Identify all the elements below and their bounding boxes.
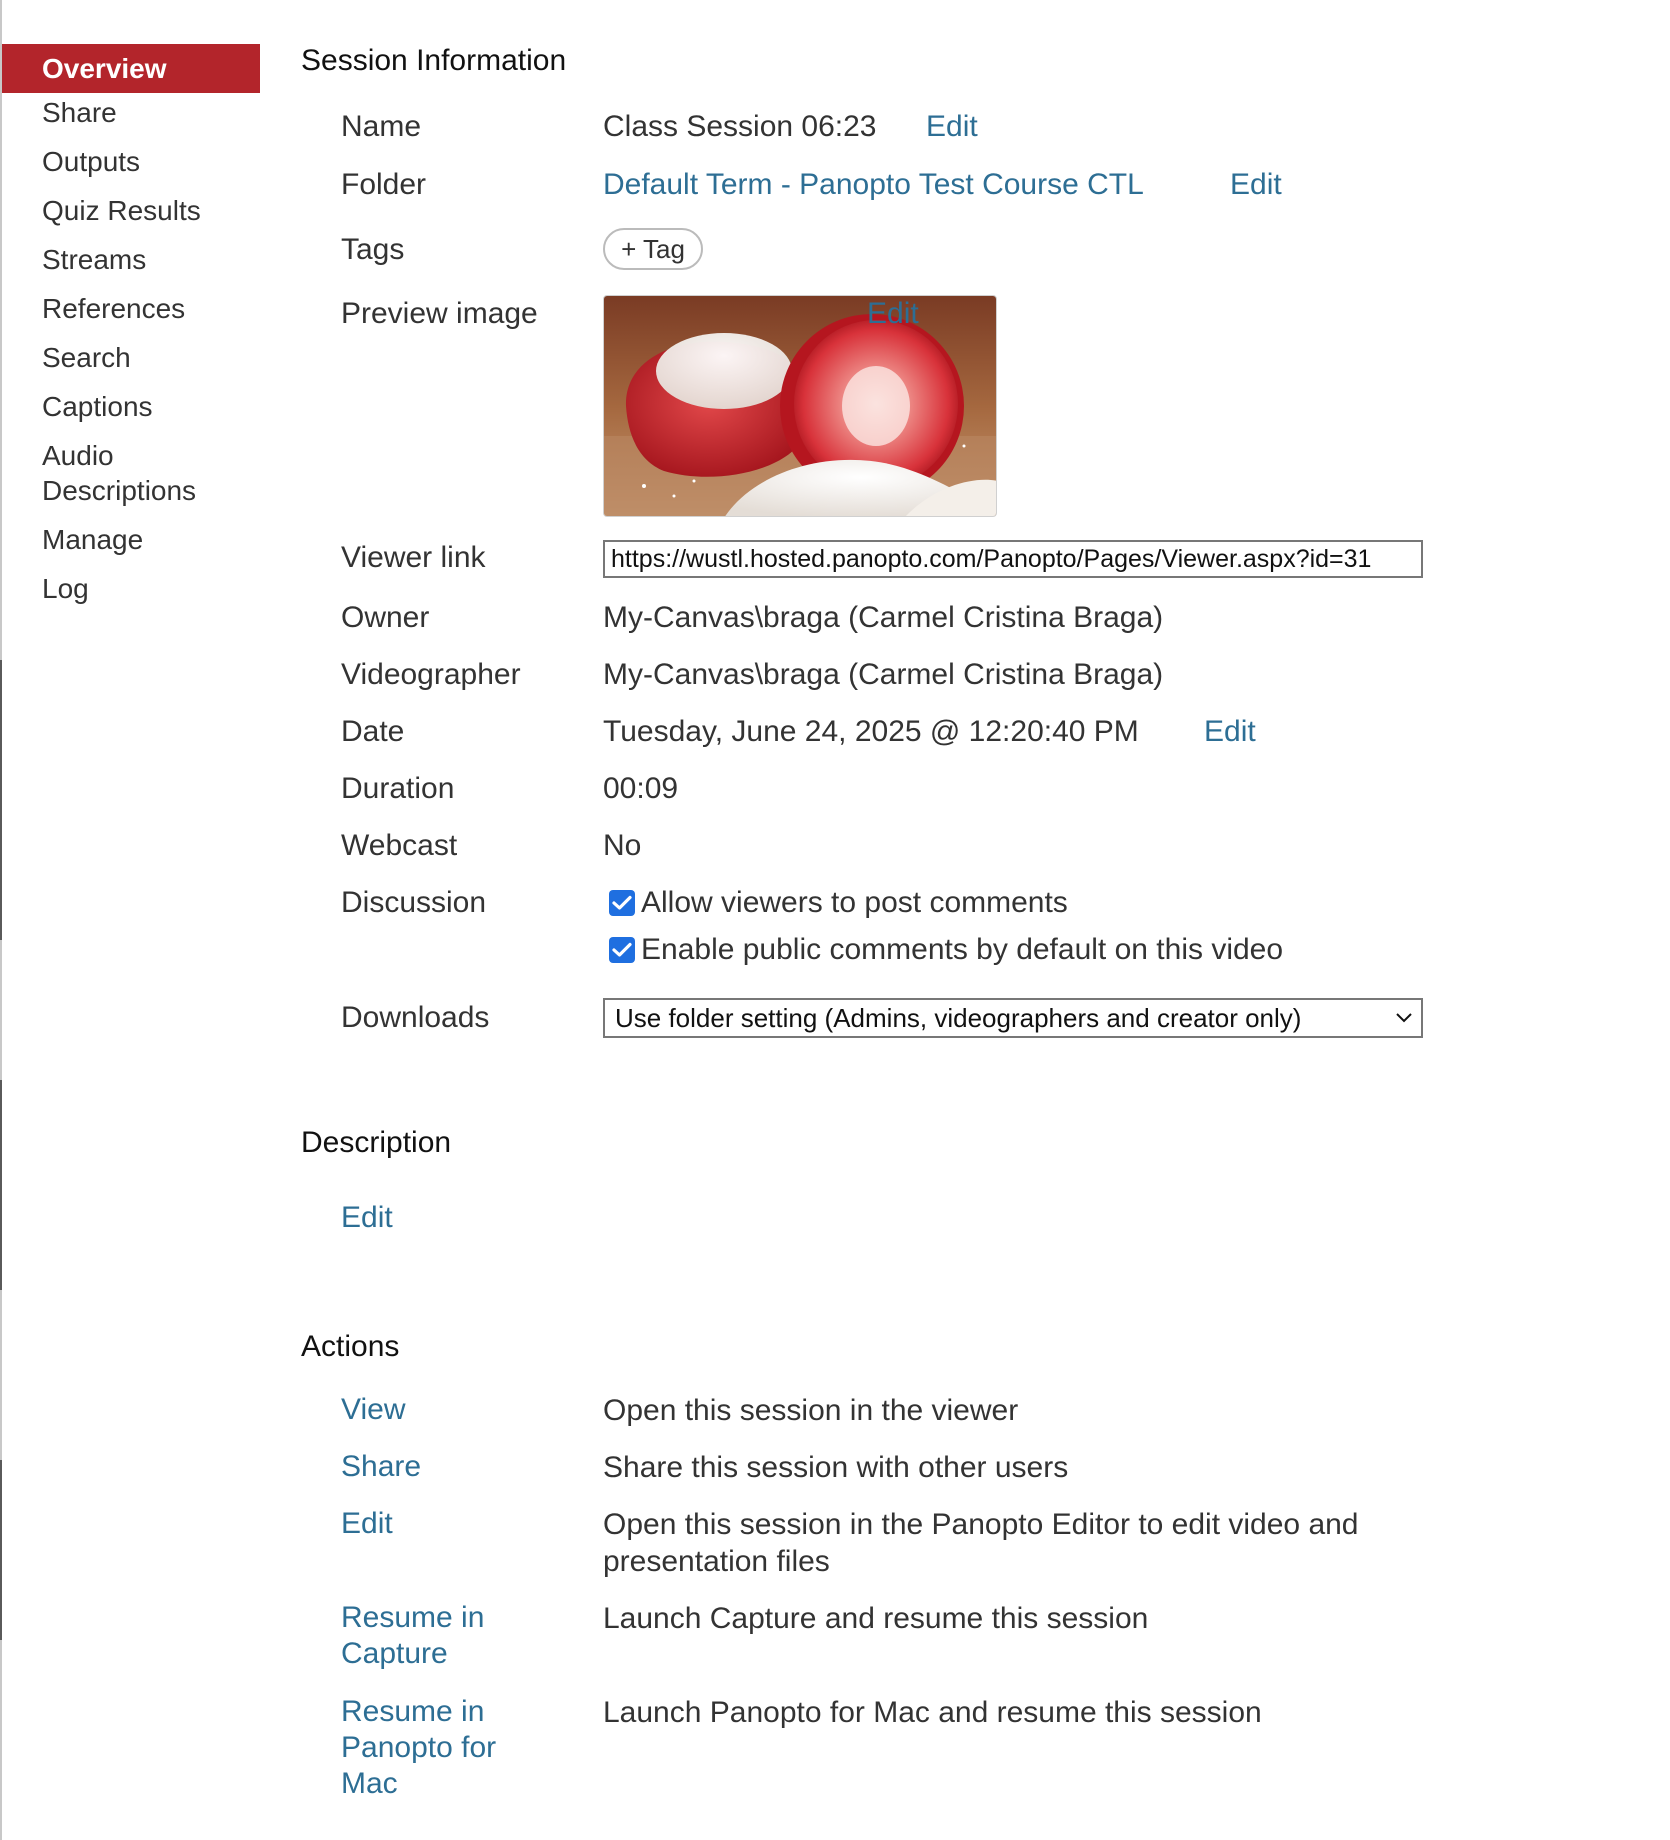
sidebar-item-captions[interactable]: Captions <box>42 391 153 422</box>
viewer-link-label: Viewer link <box>341 541 486 574</box>
preview-image-edit-link[interactable]: Edit <box>867 297 919 330</box>
webcast-label: Webcast <box>341 829 458 862</box>
date-edit-link[interactable]: Edit <box>1204 715 1256 748</box>
sidebar-item-overview[interactable]: Overview <box>2 44 260 93</box>
allow-comments-option <box>609 886 1068 920</box>
sidebar-item-log[interactable]: Log <box>42 573 89 604</box>
action-edit-desc: Open this session in the Panopto Editor to edit video and presentation files <box>603 1508 1359 1578</box>
downloads-selected-value: Use folder setting (Admins, videographers and creator only) <box>615 1003 1302 1033</box>
name-label: Name <box>341 110 422 143</box>
sidebar-item-audio-descriptions[interactable]: Audio Descriptions <box>42 440 197 506</box>
name-value: Class Session 06:23 <box>603 110 877 143</box>
videographer-value: My-Canvas\braga (Carmel Cristina Braga) <box>603 658 1164 691</box>
sidebar-item-share[interactable]: Share <box>42 97 117 128</box>
action-view-desc: Open this session in the viewer <box>603 1394 1019 1427</box>
downloads-select[interactable] <box>603 998 1423 1038</box>
session-information-heading: Session Information <box>301 44 567 77</box>
sidebar-item-streams[interactable]: Streams <box>42 244 147 275</box>
action-edit-link[interactable]: Edit <box>341 1507 393 1540</box>
allow-comments-checkbox[interactable] <box>609 890 635 916</box>
sidebar-item-references[interactable]: References <box>42 293 186 324</box>
viewer-link-input[interactable] <box>603 540 1423 578</box>
date-value: Tuesday, June 24, 2025 @ 12:20:40 PM <box>603 715 1139 748</box>
add-tag-button[interactable]: + Tag <box>603 228 703 270</box>
action-resume-mac-desc: Launch Panopto for Mac and resume this session <box>603 1696 1262 1729</box>
sidebar-nav <box>2 44 260 620</box>
videographer-label: Videographer <box>341 658 521 691</box>
name-edit-link[interactable]: Edit <box>926 110 978 143</box>
sidebar-item-outputs[interactable]: Outputs <box>42 146 141 177</box>
description-edit-link[interactable]: Edit <box>341 1201 393 1234</box>
downloads-label: Downloads <box>341 1001 490 1034</box>
webcast-value: No <box>603 829 642 862</box>
action-resume-mac-link[interactable]: Resume in Panopto for Mac <box>341 1695 497 1800</box>
checkmark-icon <box>612 895 632 911</box>
action-resume-capture-desc: Launch Capture and resume this session <box>603 1602 1149 1635</box>
actions-heading: Actions <box>301 1330 400 1363</box>
discussion-label: Discussion <box>341 886 487 919</box>
public-comments-option <box>609 933 1283 967</box>
checkmark-icon <box>612 942 632 958</box>
description-heading: Description <box>301 1126 452 1159</box>
left-border-segment <box>0 1080 2 1290</box>
preview-image-label: Preview image <box>341 297 538 330</box>
sidebar-item-manage[interactable]: Manage <box>42 524 144 555</box>
tags-label: Tags <box>341 233 405 266</box>
left-border-segment <box>0 1460 2 1640</box>
owner-value: My-Canvas\braga (Carmel Cristina Braga) <box>603 601 1164 634</box>
action-resume-capture-link[interactable]: Resume in Capture <box>341 1601 485 1670</box>
owner-label: Owner <box>341 601 430 634</box>
public-comments-checkbox[interactable] <box>609 937 635 963</box>
sidebar-item-search[interactable]: Search <box>42 342 131 373</box>
action-share-link[interactable]: Share <box>341 1450 422 1483</box>
allow-comments-label: Allow viewers to post comments <box>641 886 1068 919</box>
action-view-link[interactable]: View <box>341 1393 406 1426</box>
chevron-down-icon <box>1395 1010 1413 1024</box>
preview-image <box>603 295 997 517</box>
folder-label: Folder <box>341 168 427 201</box>
strawberry-image <box>604 296 997 517</box>
left-border-segment <box>0 660 2 940</box>
folder-link[interactable]: Default Term - Panopto Test Course CTL <box>603 168 1144 201</box>
duration-value: 00:09 <box>603 772 679 805</box>
date-label: Date <box>341 715 405 748</box>
folder-edit-link[interactable]: Edit <box>1230 168 1282 201</box>
duration-label: Duration <box>341 772 455 805</box>
public-comments-label: Enable public comments by default on this video <box>641 933 1284 966</box>
action-share-desc: Share this session with other users <box>603 1451 1069 1484</box>
sidebar-item-quiz-results[interactable]: Quiz Results <box>42 195 201 226</box>
